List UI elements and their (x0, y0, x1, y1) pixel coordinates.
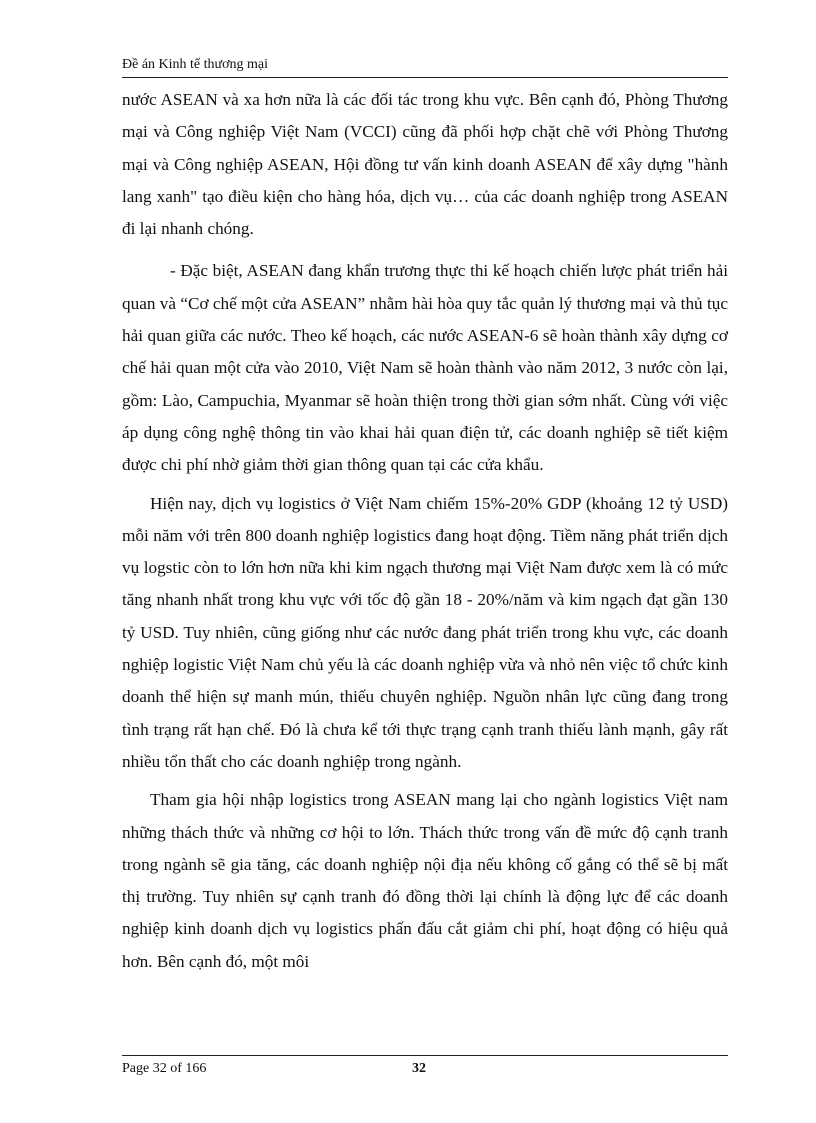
page-number: 32 (412, 1061, 426, 1076)
body-text (122, 84, 728, 978)
footer-rule (122, 1055, 728, 1056)
paragraph-4: Tham gia hội nhập logistics trong ASEAN mang lại cho ngành logistics Việt nam những thách thức và những cơ hội to lớn. Thách thức trong vấn đề mức độ cạnh tranh trong ngành sẽ gia tăng, các doanh nghiệp nội địa nếu không cố gắng có thể sẽ bị mất thị trường. Tuy nhiên sự cạnh tranh đó đồng thời lại chính là động lực để các doanh nghiệp kinh doanh dịch vụ logistics phấn đấu cắt giảm chi phí, hoạt động có hiệu quả hơn. Bên cạnh đó, một môi (122, 790, 728, 971)
running-header: Đề án Kinh tế thương mại (122, 57, 269, 72)
paragraph-3: Hiện nay, dịch vụ logistics ở Việt Nam chiếm 15%-20% GDP (khoảng 12 tỷ USD) mỗi năm với trên 800 doanh nghiệp logistics đang hoạt động. Tiềm năng phát triển dịch vụ logstic còn to lớn hơn nữa khi kim ngạch thương mại Việt Nam được xem là có mức tăng nhanh nhất trong khu vực với tốc độ gần 18 - 20%/năm và kim ngạch đạt gần 130 tỷ USD. Tuy nhiên, cũng giống như các nước đang phát triển trong khu vực, các doanh nghiệp logistic Việt Nam chủ yếu là các doanh nghiệp vừa và nhỏ nên việc tổ chức kinh doanh thể hiện sự manh mún, thiếu chuyên nghiệp. Nguồn nhân lực cũng đang trong tình trạng rất hạn chế. Đó là chưa kể tới thực trạng cạnh tranh thiếu lành mạnh, gây rất nhiều tổn thất cho các doanh nghiệp trong ngành. (122, 493, 728, 771)
paragraph-2: - Đặc biệt, ASEAN đang khẩn trương thực thi kế hoạch chiến lược phát triển hải quan và “Cơ chế một cửa ASEAN” nhằm hài hòa quy tắc quản lý thương mại và thủ tục hải quan giữa các nước. Theo kế hoạch, các nước ASEAN-6 sẽ hoàn thành xây dựng cơ chế hải quan một cửa vào 2010, Việt Nam sẽ hoàn thành vào năm 2012, 3 nước còn lại, gồm: Lào, Campuchia, Myanmar sẽ hoàn thiện trong thời gian sớm nhất. Cùng với việc áp dụng công nghệ thông tin vào khai hải quan điện tử, các doanh nghiệp sẽ tiết kiệm được chi phí nhờ giảm thời gian thông quan tại các cửa khẩu. (122, 261, 728, 475)
header-rule (122, 77, 728, 78)
paragraph-1: nước ASEAN và xa hơn nữa là các đối tác trong khu vực. Bên cạnh đó, Phòng Thương mại và Công nghiệp Việt Nam (VCCI) cũng đã phối hợp chặt chẽ với Phòng Thương mại và Công nghiệp ASEAN, Hội đồng tư vấn kinh doanh ASEAN để xây dựng "hành lang xanh" tạo điều kiện cho hàng hóa, dịch vụ… của các doanh nghiệp trong ASEAN đi lại nhanh chóng. (122, 90, 728, 239)
page-label: Page 32 of 166 (122, 1061, 207, 1076)
